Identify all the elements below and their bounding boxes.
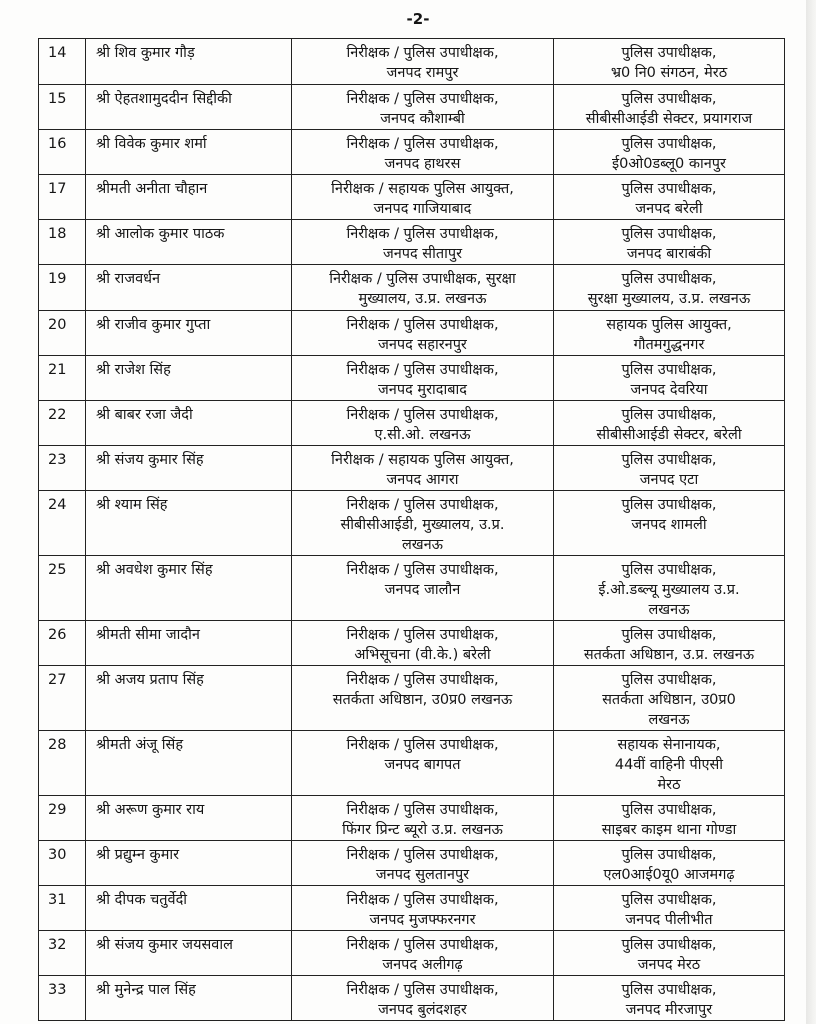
table-row	[39, 265, 785, 311]
serial-number-cell	[39, 220, 86, 265]
serial-number-cell	[39, 931, 86, 976]
new-posting-cell	[554, 311, 785, 356]
current-posting-line: निरीक्षक / पुलिस उपाधीक्षक,	[346, 562, 499, 578]
current-posting-cell	[292, 220, 554, 265]
current-posting-line: निरीक्षक / पुलिस उपाधीक्षक,	[346, 497, 499, 513]
current-posting-cell	[292, 175, 554, 220]
serial-number: 20	[48, 317, 67, 333]
current-posting-cell	[292, 886, 554, 931]
officer-name: श्री राजेश सिंह	[96, 362, 171, 378]
new-posting-line: मेरठ	[657, 777, 681, 793]
current-posting-line: जनपद मुरादाबाद	[378, 382, 467, 398]
new-posting-line: गौतमगुद्धनगर	[633, 337, 705, 353]
new-posting-cell	[554, 556, 785, 621]
current-posting-line: निरीक्षक / पुलिस उपाधीक्षक, सुरक्षा	[329, 271, 516, 287]
officer-name-cell	[86, 130, 292, 175]
officer-name-cell	[86, 356, 292, 401]
new-posting-line: पुलिस उपाधीक्षक,	[621, 562, 717, 578]
new-posting-line: सुरक्षा मुख्यालय, उ.प्र. लखनऊ	[587, 291, 751, 307]
new-posting-line: पुलिस उपाधीक्षक,	[621, 407, 717, 423]
officer-name: श्री श्याम सिंह	[96, 497, 168, 513]
new-posting-line: पुलिस उपाधीक्षक,	[621, 452, 717, 468]
table-row	[39, 175, 785, 220]
new-posting-line: लखनऊ	[648, 602, 690, 618]
current-posting-line: अभिसूचना (वी.के.) बरेली	[354, 647, 491, 663]
current-posting-cell	[292, 311, 554, 356]
new-posting-line: पुलिस उपाधीक्षक,	[621, 627, 717, 643]
current-posting-line: निरीक्षक / सहायक पुलिस आयुक्त,	[331, 181, 514, 197]
serial-number: 17	[48, 181, 67, 197]
current-posting-line: निरीक्षक / पुलिस उपाधीक्षक,	[346, 802, 499, 818]
current-posting-line: जनपद जालौन	[384, 582, 461, 598]
serial-number: 16	[48, 136, 67, 152]
current-posting-line: जनपद सहारनपुर	[378, 337, 467, 353]
new-posting-line: पुलिस उपाधीक्षक,	[621, 892, 717, 908]
officer-name-cell	[86, 731, 292, 796]
current-posting-cell	[292, 265, 554, 311]
new-posting-line: सहायक पुलिस आयुक्त,	[606, 317, 732, 333]
table-row	[39, 491, 785, 556]
table-row	[39, 621, 785, 666]
serial-number: 29	[48, 802, 67, 818]
serial-number-cell	[39, 175, 86, 220]
new-posting-cell	[554, 356, 785, 401]
officer-name: श्री ऐहतशामुददीन सिद्दीकी	[96, 91, 232, 107]
new-posting-line: ई0ओ0डब्लू0 कानपुर	[612, 156, 726, 172]
current-posting-line: निरीक्षक / पुलिस उपाधीक्षक,	[346, 937, 499, 953]
new-posting-line: जनपद शामली	[631, 517, 707, 533]
new-posting-cell	[554, 39, 785, 85]
officer-name: श्री अरूण कुमार राय	[96, 802, 205, 818]
officer-name: श्री अवधेश कुमार सिंह	[96, 562, 213, 578]
new-posting-cell	[554, 85, 785, 130]
officer-name-cell	[86, 39, 292, 85]
serial-number: 26	[48, 627, 67, 643]
new-posting-line: 44वीं वाहिनी पीएसी	[614, 757, 724, 773]
serial-number: 19	[48, 271, 67, 287]
new-posting-cell	[554, 220, 785, 265]
new-posting-line: सतर्कता अधिष्ठान, उ.प्र. लखनऊ	[583, 647, 755, 663]
current-posting-cell	[292, 556, 554, 621]
serial-number: 24	[48, 497, 67, 513]
new-posting-line: पुलिस उपाधीक्षक,	[621, 181, 717, 197]
officer-name: श्री संजय कुमार सिंह	[96, 452, 204, 468]
current-posting-cell	[292, 130, 554, 175]
serial-number-cell	[39, 39, 86, 85]
officer-name-cell	[86, 446, 292, 491]
serial-number: 22	[48, 407, 67, 423]
current-posting-line: निरीक्षक / पुलिस उपाधीक्षक,	[346, 91, 499, 107]
officer-name-cell	[86, 491, 292, 556]
table-row	[39, 976, 785, 1021]
officer-name-cell	[86, 931, 292, 976]
current-posting-cell	[292, 931, 554, 976]
new-posting-line: जनपद पीलीभीत	[625, 912, 713, 928]
new-posting-line: जनपद मेरठ	[637, 957, 701, 973]
table-row	[39, 356, 785, 401]
officer-name: श्री बाबर रजा जैदी	[96, 407, 193, 423]
serial-number-cell	[39, 796, 86, 841]
new-posting-line: साइबर काइम थाना गोण्डा	[601, 822, 737, 838]
current-posting-line: फिंगर प्रिन्ट ब्यूरो उ.प्र. लखनऊ	[342, 822, 503, 838]
serial-number: 27	[48, 672, 67, 688]
current-posting-line: जनपद बुलंदशहर	[378, 1002, 467, 1018]
current-posting-line: निरीक्षक / पुलिस उपाधीक्षक,	[346, 136, 499, 152]
officer-name: श्री राजीव कुमार गुप्ता	[96, 317, 211, 333]
new-posting-line: सतर्कता अधिष्ठान, उ0प्र0	[602, 692, 736, 708]
serial-number-cell	[39, 311, 86, 356]
officer-name: श्री संजय कुमार जयसवाल	[96, 937, 233, 953]
new-posting-line: सीबीसीआईडी सेक्टर, प्रयागराज	[585, 111, 753, 127]
table-row	[39, 401, 785, 446]
current-posting-line: निरीक्षक / पुलिस उपाधीक्षक,	[346, 737, 499, 753]
current-posting-line: जनपद हाथरस	[384, 156, 461, 172]
officer-name-cell	[86, 621, 292, 666]
current-posting-line: निरीक्षक / पुलिस उपाधीक्षक,	[346, 982, 499, 998]
new-posting-line: जनपद बरेली	[635, 201, 703, 217]
transfer-table	[38, 38, 785, 1021]
new-posting-cell	[554, 796, 785, 841]
current-posting-line: निरीक्षक / पुलिस उपाधीक्षक,	[346, 892, 499, 908]
current-posting-cell	[292, 356, 554, 401]
table-row	[39, 311, 785, 356]
new-posting-cell	[554, 401, 785, 446]
serial-number: 28	[48, 737, 67, 753]
officer-name-cell	[86, 796, 292, 841]
table-row	[39, 220, 785, 265]
new-posting-line: जनपद मीरजापुर	[625, 1002, 713, 1018]
officer-name-cell	[86, 976, 292, 1021]
officer-name-cell	[86, 841, 292, 886]
serial-number-cell	[39, 356, 86, 401]
current-posting-line: निरीक्षक / पुलिस उपाधीक्षक,	[346, 407, 499, 423]
serial-number: 30	[48, 847, 67, 863]
serial-number: 33	[48, 982, 67, 998]
officer-name: श्री शिव कुमार गौड़	[96, 45, 195, 61]
new-posting-cell	[554, 491, 785, 556]
current-posting-line: निरीक्षक / पुलिस उपाधीक्षक,	[346, 317, 499, 333]
serial-number-cell	[39, 130, 86, 175]
current-posting-cell	[292, 85, 554, 130]
current-posting-line: जनपद अलीगढ़	[382, 957, 463, 973]
new-posting-line: जनपद एटा	[639, 472, 699, 488]
new-posting-line: सीबीसीआईडी सेक्टर, बरेली	[596, 427, 742, 443]
serial-number: 23	[48, 452, 67, 468]
serial-number-cell	[39, 491, 86, 556]
officer-name: श्री विवेक कुमार शर्मा	[96, 136, 207, 152]
new-posting-line: पुलिस उपाधीक्षक,	[621, 91, 717, 107]
current-posting-cell	[292, 976, 554, 1021]
table-row	[39, 731, 785, 796]
serial-number-cell	[39, 666, 86, 731]
new-posting-cell	[554, 841, 785, 886]
current-posting-line: जनपद कौशाम्बी	[380, 111, 465, 127]
page-edge	[806, 0, 816, 1024]
table-row	[39, 666, 785, 731]
new-posting-line: लखनऊ	[648, 712, 690, 728]
new-posting-line: भ्र0 नि0 संगठन, मेरठ	[610, 65, 728, 81]
officer-name-cell	[86, 311, 292, 356]
current-posting-line: मुख्यालय, उ.प्र. लखनऊ	[358, 291, 487, 307]
current-posting-line: जनपद सुलतानपुर	[375, 867, 470, 883]
new-posting-line: पुलिस उपाधीक्षक,	[621, 937, 717, 953]
current-posting-cell	[292, 621, 554, 666]
officer-name-cell	[86, 666, 292, 731]
new-posting-cell	[554, 130, 785, 175]
serial-number: 15	[48, 91, 67, 107]
new-posting-line: सहायक सेनानायक,	[617, 737, 721, 753]
officer-name: श्रीमती सीमा जादौन	[96, 627, 200, 643]
current-posting-line: सतर्कता अधिष्ठान, उ0प्र0 लखनऊ	[332, 692, 513, 708]
current-posting-line: निरीक्षक / पुलिस उपाधीक्षक,	[346, 45, 499, 61]
table-row	[39, 931, 785, 976]
officer-name-cell	[86, 886, 292, 931]
new-posting-cell	[554, 175, 785, 220]
serial-number: 14	[48, 45, 67, 61]
current-posting-line: निरीक्षक / पुलिस उपाधीक्षक,	[346, 362, 499, 378]
serial-number-cell	[39, 401, 86, 446]
table-body	[39, 39, 785, 1021]
current-posting-cell	[292, 731, 554, 796]
new-posting-cell	[554, 446, 785, 491]
table-row	[39, 446, 785, 491]
current-posting-cell	[292, 491, 554, 556]
current-posting-cell	[292, 666, 554, 731]
table-row	[39, 796, 785, 841]
officer-name: श्री प्रद्युम्न कुमार	[96, 847, 180, 863]
current-posting-line: जनपद सीतापुर	[382, 246, 463, 262]
current-posting-line: जनपद बागपत	[384, 757, 461, 773]
new-posting-line: पुलिस उपाधीक्षक,	[621, 271, 717, 287]
new-posting-cell	[554, 666, 785, 731]
officer-name-cell	[86, 220, 292, 265]
serial-number-cell	[39, 841, 86, 886]
officer-name: श्री राजवर्धन	[96, 271, 161, 287]
officer-name: श्री दीपक चतुर्वेदी	[96, 892, 188, 908]
new-posting-line: पुलिस उपाधीक्षक,	[621, 226, 717, 242]
serial-number-cell	[39, 446, 86, 491]
officer-name-cell	[86, 85, 292, 130]
new-posting-cell	[554, 621, 785, 666]
page-number: -2-	[406, 10, 430, 28]
new-posting-line: पुलिस उपाधीक्षक,	[621, 497, 717, 513]
current-posting-cell	[292, 39, 554, 85]
serial-number: 31	[48, 892, 67, 908]
current-posting-line: जनपद आगरा	[386, 472, 459, 488]
current-posting-line: सीबीसीआईडी, मुख्यालय, उ.प्र.	[340, 517, 505, 533]
current-posting-line: निरीक्षक / पुलिस उपाधीक्षक,	[346, 226, 499, 242]
officer-name: श्री अजय प्रताप सिंह	[96, 672, 204, 688]
serial-number: 18	[48, 226, 67, 242]
table-row	[39, 841, 785, 886]
officer-name: श्री मुनेन्द्र पाल सिंह	[96, 982, 196, 998]
current-posting-cell	[292, 841, 554, 886]
current-posting-line: जनपद मुजफ्फरनगर	[369, 912, 476, 928]
officer-name: श्री आलोक कुमार पाठक	[96, 226, 225, 242]
table-row	[39, 556, 785, 621]
current-posting-line: लखनऊ	[401, 537, 444, 553]
new-posting-line: पुलिस उपाधीक्षक,	[621, 982, 717, 998]
new-posting-line: पुलिस उपाधीक्षक,	[621, 45, 717, 61]
serial-number: 21	[48, 362, 67, 378]
current-posting-line: ए.सी.ओ. लखनऊ	[374, 427, 471, 443]
new-posting-cell	[554, 886, 785, 931]
new-posting-cell	[554, 931, 785, 976]
new-posting-cell	[554, 731, 785, 796]
current-posting-line: निरीक्षक / पुलिस उपाधीक्षक,	[346, 627, 499, 643]
new-posting-line: जनपद देवरिया	[630, 382, 708, 398]
officer-name: श्रीमती अंजू सिंह	[96, 737, 184, 753]
table-row	[39, 39, 785, 85]
new-posting-line: ई.ओ.डब्ल्यू मुख्यालय उ.प्र.	[598, 582, 740, 598]
serial-number-cell	[39, 976, 86, 1021]
current-posting-line: जनपद गाजियाबाद	[373, 201, 472, 217]
new-posting-line: पुलिस उपाधीक्षक,	[621, 136, 717, 152]
serial-number: 25	[48, 562, 67, 578]
current-posting-line: निरीक्षक / सहायक पुलिस आयुक्त,	[331, 452, 514, 468]
new-posting-line: जनपद बाराबंकी	[626, 246, 712, 262]
serial-number-cell	[39, 886, 86, 931]
new-posting-line: पुलिस उपाधीक्षक,	[621, 847, 717, 863]
officer-name-cell	[86, 265, 292, 311]
current-posting-cell	[292, 446, 554, 491]
table-row	[39, 886, 785, 931]
current-posting-line: जनपद रामपुर	[386, 65, 459, 81]
new-posting-cell	[554, 265, 785, 311]
officer-name-cell	[86, 175, 292, 220]
table-row	[39, 130, 785, 175]
new-posting-line: पुलिस उपाधीक्षक,	[621, 362, 717, 378]
serial-number-cell	[39, 85, 86, 130]
serial-number-cell	[39, 556, 86, 621]
officer-name-cell	[86, 401, 292, 446]
officer-name: श्रीमती अनीता चौहान	[96, 181, 208, 197]
new-posting-line: पुलिस उपाधीक्षक,	[621, 802, 717, 818]
serial-number-cell	[39, 731, 86, 796]
current-posting-line: निरीक्षक / पुलिस उपाधीक्षक,	[346, 672, 499, 688]
serial-number-cell	[39, 265, 86, 311]
current-posting-cell	[292, 401, 554, 446]
current-posting-cell	[292, 796, 554, 841]
new-posting-line: एल0आई0यू0 आजमगढ़	[603, 867, 735, 883]
serial-number: 32	[48, 937, 67, 953]
serial-number-cell	[39, 621, 86, 666]
new-posting-line: पुलिस उपाधीक्षक,	[621, 672, 717, 688]
table-row	[39, 85, 785, 130]
new-posting-cell	[554, 976, 785, 1021]
current-posting-line: निरीक्षक / पुलिस उपाधीक्षक,	[346, 847, 499, 863]
officer-name-cell	[86, 556, 292, 621]
